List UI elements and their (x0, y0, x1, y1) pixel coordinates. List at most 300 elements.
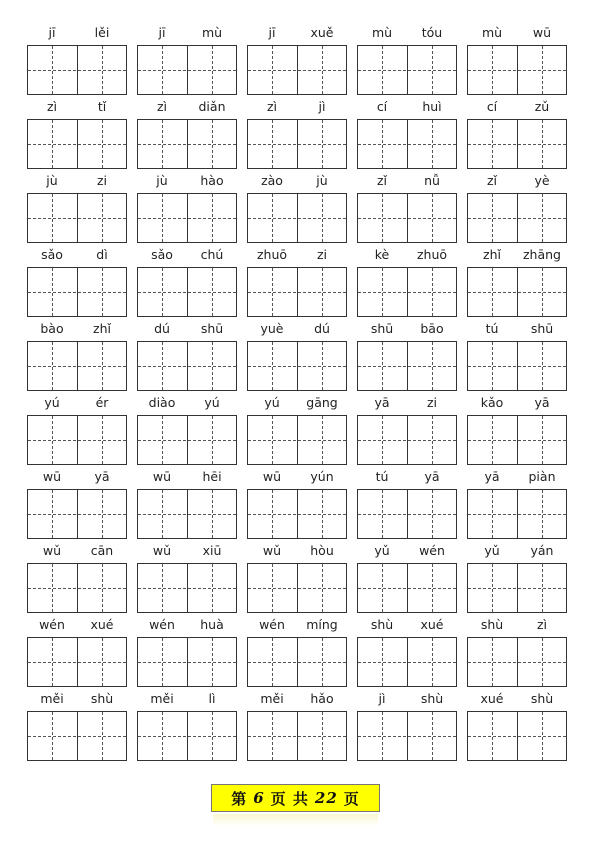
word-block (247, 542, 353, 616)
writing-grid-pair[interactable] (357, 637, 457, 687)
pinyin-label: dú (154, 321, 170, 336)
practice-row (0, 690, 596, 764)
pinyin-label: zǐ (486, 173, 498, 188)
pinyin-label: tǐ (97, 99, 107, 114)
word-block (137, 320, 243, 394)
word-block (467, 616, 573, 690)
pinyin-label: bào (40, 321, 64, 336)
pinyin-label: jī (268, 25, 276, 40)
grid-vertical-guide (322, 490, 323, 538)
grid-cell-divider (77, 268, 78, 316)
word-block (27, 246, 133, 320)
writing-grid-pair[interactable] (467, 193, 567, 243)
grid-vertical-guide (432, 490, 433, 538)
grid-vertical-guide (52, 712, 53, 760)
pinyin-label: wǔ (262, 543, 282, 558)
word-block (357, 24, 463, 98)
writing-grid-pair[interactable] (357, 415, 457, 465)
pinyin-label: xué (90, 617, 114, 632)
grid-cell-divider (407, 638, 408, 686)
writing-grid-pair[interactable] (137, 563, 237, 613)
writing-grid-pair[interactable] (27, 711, 127, 761)
pinyin-label: yuè (260, 321, 284, 336)
writing-grid-pair[interactable] (27, 415, 127, 465)
pinyin-label: hòu (310, 543, 334, 558)
writing-grid-pair[interactable] (467, 563, 567, 613)
pinyin-label: hēi (202, 469, 222, 484)
grid-vertical-guide (382, 490, 383, 538)
grid-vertical-guide (492, 342, 493, 390)
pinyin-label: tú (375, 469, 389, 484)
pinyin-label: wén (419, 543, 445, 558)
grid-vertical-guide (212, 564, 213, 612)
grid-vertical-guide (492, 120, 493, 168)
grid-vertical-guide (102, 120, 103, 168)
grid-cell-divider (517, 194, 518, 242)
word-block (467, 24, 573, 98)
pinyin-label: zhǐ (483, 247, 501, 262)
word-block (467, 98, 573, 172)
writing-grid-pair[interactable] (247, 341, 347, 391)
writing-grid-pair[interactable] (357, 267, 457, 317)
grid-cell-divider (187, 46, 188, 94)
writing-grid-pair[interactable] (247, 489, 347, 539)
word-block (27, 320, 133, 394)
grid-vertical-guide (102, 194, 103, 242)
writing-grid-pair[interactable] (467, 341, 567, 391)
writing-grid-pair[interactable] (27, 45, 127, 95)
grid-cell-divider (517, 416, 518, 464)
word-block (27, 24, 133, 98)
grid-cell-divider (187, 194, 188, 242)
word-block (247, 690, 353, 764)
pinyin-label: jī (48, 25, 56, 40)
word-block (247, 394, 353, 468)
pinyin-label: měi (150, 691, 174, 706)
writing-grid-pair[interactable] (137, 193, 237, 243)
writing-grid-pair[interactable] (27, 341, 127, 391)
grid-vertical-guide (542, 268, 543, 316)
writing-grid-pair[interactable] (357, 711, 457, 761)
grid-vertical-guide (212, 120, 213, 168)
pinyin-label: shù (420, 691, 444, 706)
grid-vertical-guide (322, 342, 323, 390)
grid-vertical-guide (212, 490, 213, 538)
page-label-reflection (213, 814, 378, 826)
pinyin-label: zi (96, 173, 108, 188)
pinyin-label: huì (422, 99, 442, 114)
pinyin-label: zhuō (416, 247, 448, 262)
writing-grid-pair[interactable] (27, 637, 127, 687)
grid-vertical-guide (492, 416, 493, 464)
pinyin-label: wén (149, 617, 175, 632)
grid-vertical-guide (212, 416, 213, 464)
grid-vertical-guide (542, 712, 543, 760)
practice-row (0, 246, 596, 320)
grid-vertical-guide (272, 712, 273, 760)
word-block (467, 468, 573, 542)
pinyin-label: bāo (420, 321, 444, 336)
grid-vertical-guide (52, 416, 53, 464)
pinyin-label: zì (536, 617, 548, 632)
pinyin-label: shù (530, 691, 554, 706)
writing-grid-pair[interactable] (357, 489, 457, 539)
grid-cell-divider (517, 120, 518, 168)
grid-vertical-guide (542, 416, 543, 464)
grid-vertical-guide (322, 268, 323, 316)
grid-cell-divider (517, 342, 518, 390)
pinyin-label: wǔ (42, 543, 62, 558)
grid-vertical-guide (492, 194, 493, 242)
practice-row (0, 468, 596, 542)
pinyin-label: nǚ (424, 173, 440, 188)
grid-vertical-guide (162, 194, 163, 242)
writing-grid-pair[interactable] (137, 637, 237, 687)
pinyin-label: zi (426, 395, 438, 410)
writing-grid-pair[interactable] (247, 193, 347, 243)
grid-vertical-guide (432, 638, 433, 686)
writing-grid-pair[interactable] (357, 193, 457, 243)
total-page-number: 22 (314, 789, 338, 807)
grid-vertical-guide (162, 638, 163, 686)
word-block (467, 690, 573, 764)
grid-cell-divider (77, 194, 78, 242)
word-block (357, 394, 463, 468)
grid-vertical-guide (272, 194, 273, 242)
word-block (137, 246, 243, 320)
grid-vertical-guide (272, 120, 273, 168)
writing-grid-pair[interactable] (27, 489, 127, 539)
grid-vertical-guide (52, 194, 53, 242)
pinyin-label: yā (424, 469, 440, 484)
writing-grid-pair[interactable] (357, 119, 457, 169)
writing-grid-pair[interactable] (247, 563, 347, 613)
pinyin-label: lěi (94, 25, 110, 40)
writing-grid-pair[interactable] (467, 489, 567, 539)
grid-vertical-guide (432, 712, 433, 760)
writing-grid-pair[interactable] (137, 267, 237, 317)
pinyin-label: hǎo (310, 691, 334, 706)
grid-vertical-guide (322, 712, 323, 760)
writing-grid-pair[interactable] (27, 563, 127, 613)
grid-cell-divider (77, 490, 78, 538)
grid-vertical-guide (492, 564, 493, 612)
pinyin-label: xué (480, 691, 504, 706)
word-block (247, 172, 353, 246)
grid-vertical-guide (162, 46, 163, 94)
pinyin-label: jù (46, 173, 58, 188)
pinyin-label: wū (42, 469, 62, 484)
word-block (357, 98, 463, 172)
pinyin-label: zhǐ (93, 321, 111, 336)
grid-vertical-guide (322, 416, 323, 464)
practice-row (0, 394, 596, 468)
pinyin-label: wén (259, 617, 285, 632)
grid-cell-divider (407, 490, 408, 538)
grid-vertical-guide (542, 342, 543, 390)
word-block (467, 394, 573, 468)
writing-grid-pair[interactable] (467, 711, 567, 761)
grid-vertical-guide (102, 712, 103, 760)
grid-cell-divider (407, 564, 408, 612)
grid-vertical-guide (212, 268, 213, 316)
grid-cell-divider (77, 564, 78, 612)
word-block (27, 542, 133, 616)
grid-vertical-guide (542, 638, 543, 686)
writing-grid-pair[interactable] (247, 45, 347, 95)
grid-vertical-guide (492, 638, 493, 686)
grid-cell-divider (297, 638, 298, 686)
grid-vertical-guide (492, 268, 493, 316)
practice-row (0, 24, 596, 98)
word-block (27, 98, 133, 172)
writing-grid-pair[interactable] (357, 45, 457, 95)
grid-cell-divider (407, 416, 408, 464)
pinyin-label: jī (158, 25, 166, 40)
word-block (357, 172, 463, 246)
grid-vertical-guide (212, 638, 213, 686)
pinyin-label: wū (532, 25, 552, 40)
pinyin-label: yún (310, 469, 334, 484)
grid-cell-divider (407, 268, 408, 316)
word-block (137, 468, 243, 542)
pinyin-label: yú (264, 395, 280, 410)
pinyin-label: piàn (528, 469, 556, 484)
pinyin-label: kǎo (480, 395, 504, 410)
writing-grid-pair[interactable] (467, 637, 567, 687)
grid-cell-divider (297, 194, 298, 242)
word-block (467, 320, 573, 394)
writing-grid-pair[interactable] (27, 193, 127, 243)
grid-cell-divider (187, 638, 188, 686)
writing-grid-pair[interactable] (137, 711, 237, 761)
word-block (247, 98, 353, 172)
grid-cell-divider (187, 120, 188, 168)
word-block (247, 320, 353, 394)
writing-grid-pair[interactable] (247, 415, 347, 465)
pinyin-label: zǔ (534, 99, 550, 114)
grid-vertical-guide (52, 46, 53, 94)
word-block (467, 542, 573, 616)
grid-cell-divider (77, 712, 78, 760)
pinyin-label: hào (200, 173, 224, 188)
pinyin-label: sǎo (151, 247, 173, 262)
pinyin-label: tóu (421, 25, 443, 40)
grid-cell-divider (297, 490, 298, 538)
pinyin-label: jù (316, 173, 328, 188)
word-block (357, 468, 463, 542)
pinyin-label: jù (156, 173, 168, 188)
writing-grid-pair[interactable] (467, 45, 567, 95)
grid-vertical-guide (272, 490, 273, 538)
word-block (357, 616, 463, 690)
grid-vertical-guide (492, 712, 493, 760)
pinyin-label: dì (96, 247, 108, 262)
grid-vertical-guide (162, 490, 163, 538)
grid-cell-divider (297, 268, 298, 316)
grid-cell-divider (187, 712, 188, 760)
word-block (137, 616, 243, 690)
grid-vertical-guide (162, 342, 163, 390)
grid-cell-divider (517, 638, 518, 686)
grid-vertical-guide (162, 120, 163, 168)
grid-vertical-guide (542, 194, 543, 242)
writing-grid-pair[interactable] (357, 563, 457, 613)
grid-cell-divider (77, 342, 78, 390)
grid-vertical-guide (322, 638, 323, 686)
pinyin-label: mù (371, 25, 393, 40)
writing-grid-pair[interactable] (247, 711, 347, 761)
pinyin-label: zhuō (256, 247, 288, 262)
pinyin-label: yú (44, 395, 60, 410)
grid-cell-divider (517, 712, 518, 760)
pinyin-label: yā (484, 469, 500, 484)
word-block (357, 542, 463, 616)
word-block (357, 246, 463, 320)
word-block (27, 468, 133, 542)
grid-vertical-guide (162, 268, 163, 316)
grid-vertical-guide (432, 564, 433, 612)
grid-vertical-guide (272, 46, 273, 94)
writing-grid-pair[interactable] (467, 119, 567, 169)
grid-vertical-guide (382, 194, 383, 242)
word-block (247, 24, 353, 98)
grid-vertical-guide (102, 490, 103, 538)
page-middle: 页 共 (270, 789, 309, 808)
pinyin-label: gāng (306, 395, 338, 410)
grid-vertical-guide (542, 46, 543, 94)
writing-grid-pair[interactable] (137, 415, 237, 465)
pinyin-label: yǔ (374, 543, 390, 558)
pinyin-label: měi (40, 691, 64, 706)
word-block (467, 246, 573, 320)
pinyin-label: chú (200, 247, 224, 262)
pinyin-label: zǐ (376, 173, 388, 188)
pinyin-label: mù (481, 25, 503, 40)
pinyin-label: sǎo (41, 247, 63, 262)
grid-vertical-guide (162, 564, 163, 612)
word-block (357, 690, 463, 764)
grid-cell-divider (517, 46, 518, 94)
grid-vertical-guide (52, 342, 53, 390)
pinyin-label: xiū (202, 543, 222, 558)
page-number-label (211, 784, 380, 812)
grid-cell-divider (187, 342, 188, 390)
word-block (467, 172, 573, 246)
grid-vertical-guide (212, 342, 213, 390)
pinyin-label: shù (370, 617, 394, 632)
writing-grid-pair[interactable] (467, 415, 567, 465)
pinyin-label: yā (94, 469, 110, 484)
writing-grid-pair[interactable] (27, 119, 127, 169)
grid-vertical-guide (382, 712, 383, 760)
word-block (137, 394, 243, 468)
grid-vertical-guide (52, 638, 53, 686)
grid-cell-divider (407, 342, 408, 390)
writing-grid-pair[interactable] (467, 267, 567, 317)
grid-vertical-guide (382, 638, 383, 686)
word-block (247, 616, 353, 690)
writing-grid-pair[interactable] (247, 637, 347, 687)
grid-cell-divider (77, 638, 78, 686)
writing-grid-pair[interactable] (247, 119, 347, 169)
grid-vertical-guide (432, 46, 433, 94)
pinyin-label: jì (318, 99, 326, 114)
grid-vertical-guide (52, 490, 53, 538)
writing-grid-pair[interactable] (357, 341, 457, 391)
pinyin-label: yā (374, 395, 390, 410)
practice-row (0, 542, 596, 616)
grid-cell-divider (297, 416, 298, 464)
grid-vertical-guide (382, 46, 383, 94)
grid-cell-divider (77, 46, 78, 94)
word-block (137, 172, 243, 246)
grid-vertical-guide (382, 564, 383, 612)
grid-cell-divider (517, 564, 518, 612)
pinyin-label: wǔ (152, 543, 172, 558)
grid-vertical-guide (52, 268, 53, 316)
pinyin-label: zào (261, 173, 283, 188)
grid-cell-divider (297, 120, 298, 168)
writing-grid-pair[interactable] (247, 267, 347, 317)
grid-vertical-guide (542, 490, 543, 538)
writing-grid-pair[interactable] (27, 267, 127, 317)
grid-vertical-guide (102, 564, 103, 612)
pinyin-label: shū (200, 321, 224, 336)
pinyin-label: tú (485, 321, 499, 336)
pinyin-label: yè (534, 173, 550, 188)
grid-vertical-guide (432, 120, 433, 168)
grid-vertical-guide (322, 194, 323, 242)
pinyin-label: diǎn (198, 99, 226, 114)
writing-grid-pair[interactable] (137, 341, 237, 391)
page-suffix: 页 (343, 789, 360, 808)
pinyin-label: míng (306, 617, 338, 632)
practice-row (0, 616, 596, 690)
grid-vertical-guide (272, 564, 273, 612)
grid-cell-divider (517, 490, 518, 538)
grid-cell-divider (187, 416, 188, 464)
pinyin-label: mù (201, 25, 223, 40)
grid-vertical-guide (432, 194, 433, 242)
pinyin-label: jì (378, 691, 386, 706)
grid-vertical-guide (102, 416, 103, 464)
grid-vertical-guide (492, 490, 493, 538)
grid-vertical-guide (322, 120, 323, 168)
grid-cell-divider (297, 46, 298, 94)
grid-cell-divider (407, 712, 408, 760)
writing-grid-pair[interactable] (137, 489, 237, 539)
grid-vertical-guide (272, 268, 273, 316)
pinyin-label: wū (152, 469, 172, 484)
grid-vertical-guide (212, 46, 213, 94)
word-block (357, 320, 463, 394)
grid-vertical-guide (382, 120, 383, 168)
grid-vertical-guide (102, 342, 103, 390)
writing-grid-pair[interactable] (137, 119, 237, 169)
word-block (137, 542, 243, 616)
grid-cell-divider (517, 268, 518, 316)
grid-cell-divider (187, 490, 188, 538)
grid-vertical-guide (272, 638, 273, 686)
word-block (137, 690, 243, 764)
grid-cell-divider (187, 268, 188, 316)
writing-grid-pair[interactable] (137, 45, 237, 95)
grid-vertical-guide (162, 416, 163, 464)
page-prefix: 第 (231, 789, 248, 808)
pinyin-label: shù (90, 691, 114, 706)
grid-vertical-guide (432, 416, 433, 464)
